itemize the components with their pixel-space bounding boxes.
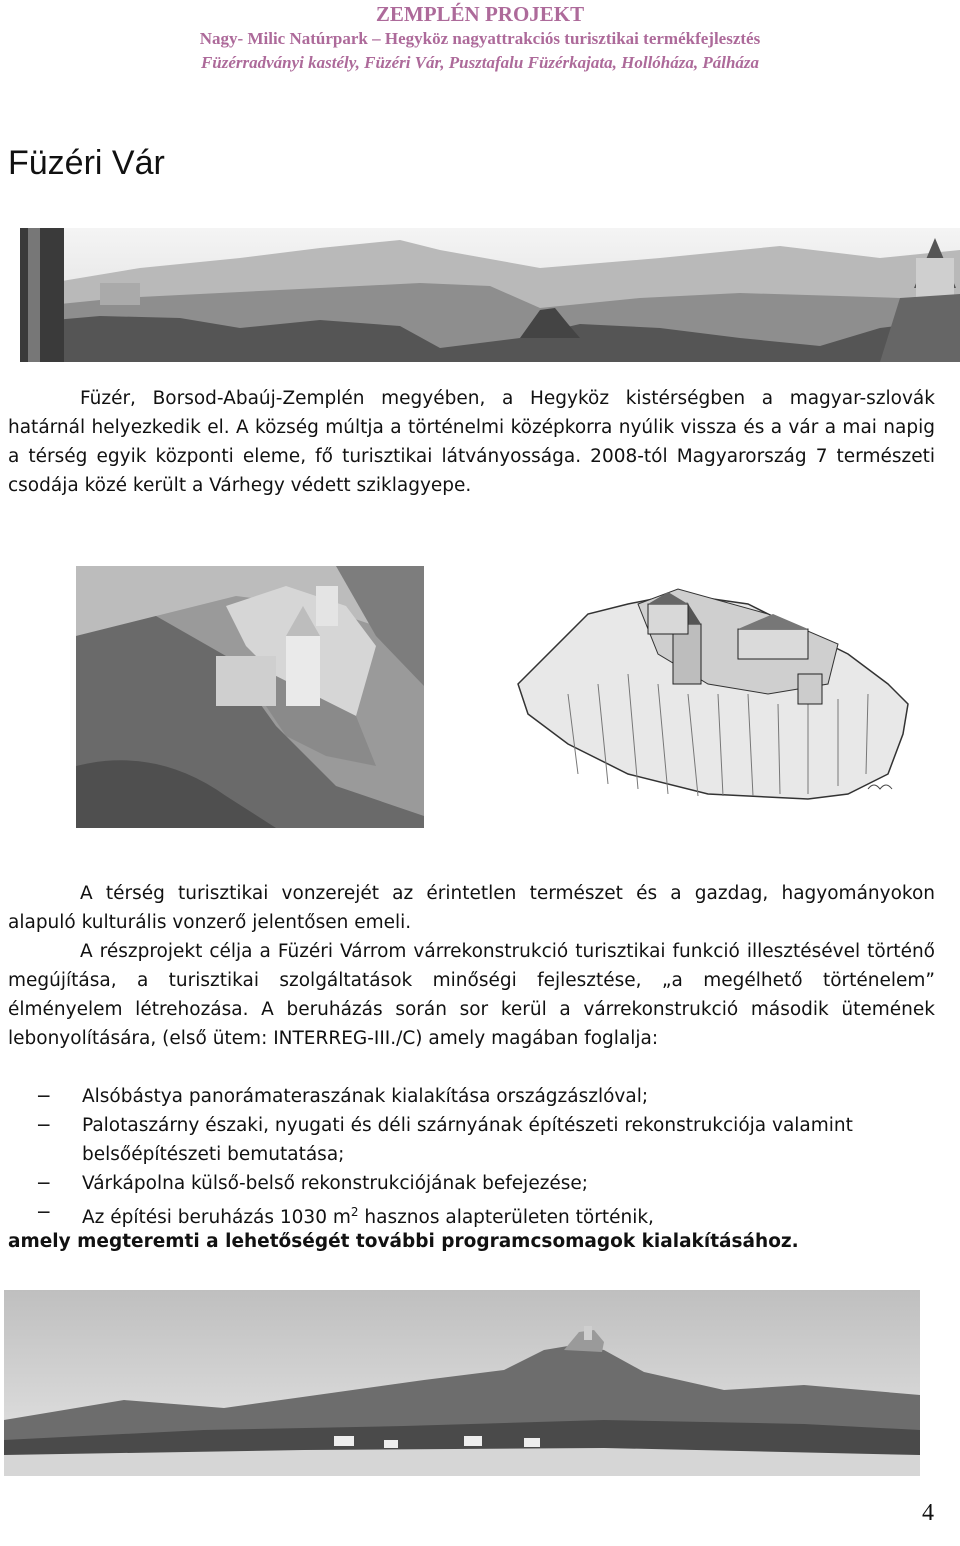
- list-item: − Az építési beruházás 1030 $m^2$ hasznos alapterületen történik,: [36, 1202, 654, 1229]
- panorama-photo-top: [20, 228, 960, 362]
- bold-closing-line: [8, 1227, 935, 1256]
- body-paragraph-2: [8, 937, 935, 1053]
- intro-text: Füzér, Borsod-Abaúj-Zemplén megyében, a Hegyköz kistérségben a magyar-szlovák határnál helyezkedik el. A község múltja a történelmi középkorra nyúlik vissza és a vár a mai napig a térség egyik központi eleme, fő turisztikai látványossága. 2008-tól Magyarország 7 természeti csodája közé került a Várhegy védett sziklagyepe.: [8, 388, 935, 496]
- header-locations: Füzérradványi kastély, Füzéri Vár, Pusztafalu Füzérkajata, Hollóháza, Pálháza: [200, 53, 760, 72]
- list-item: − Palotaszárny északi, nyugati és déli szárnyának építészeti rekonstrukciója valamint belsőépítészeti bemutatása;: [36, 1115, 853, 1165]
- header-subtitle: Nagy- Milic Natúrpark – Hegyköz nagyattrakciós turisztikai termékfejlesztés: [199, 29, 761, 48]
- castle-aerial-photo: [76, 566, 424, 828]
- measures-list: [30, 1082, 935, 1232]
- list-item-text: Alsóbástya panorámateraszának kialakítása országzászlóval;: [82, 1086, 649, 1107]
- list-item-text-suffix: hasznos alapterületen történik,: [358, 1207, 654, 1229]
- page-number: 4: [922, 1500, 934, 1526]
- page-title: Füzéri Vár: [8, 144, 165, 182]
- list-item: − Alsóbástya panorámateraszának kialakítása országzászlóval;: [36, 1086, 649, 1107]
- header-project-name: ZEMPLÉN PROJEKT: [375, 2, 585, 26]
- body-paragraph-2-text: A részprojekt célja a Füzéri Várrom várrekonstrukció turisztikai funkció illesztésével történő megújítása, a turisztikai szolgáltatások minőségi fejlesztése, „a megélhető történelem” élményelem létrehozása. A beruházás során sor kerül a várrekonstrukció második ütemének lebonyolítására, (első ütem: INTERREG-III./C) amely magában foglalja:: [8, 941, 935, 1049]
- body-paragraph-1-text: A térség turisztikai vonzerejét az érintetlen természet és a gazdag, hagyományokon alapuló kulturális vonzerő jelentősen emeli.: [8, 883, 935, 933]
- list-item-text: Palotaszárny északi, nyugati és déli szárnyának építészeti rekonstrukciója valamint belsőépítészeti bemutatása;: [82, 1115, 853, 1165]
- castle-reconstruction-drawing: [508, 574, 920, 810]
- bold-closing-text: amely megteremti a lehetőségét további programcsomagok kialakításához.: [8, 1231, 799, 1252]
- list-item: − Várkápolna külső-belső rekonstrukciójának befejezése;: [36, 1173, 589, 1194]
- list-item-text: Várkápolna külső-belső rekonstrukciójának befejezése;: [82, 1173, 589, 1194]
- panorama-photo-bottom: [4, 1290, 920, 1476]
- intro-paragraph: [8, 384, 935, 500]
- superscript: 2: [350, 1205, 359, 1219]
- body-paragraph-1: [8, 879, 935, 937]
- list-item-text: Az építési beruházás 1030 m: [82, 1207, 351, 1229]
